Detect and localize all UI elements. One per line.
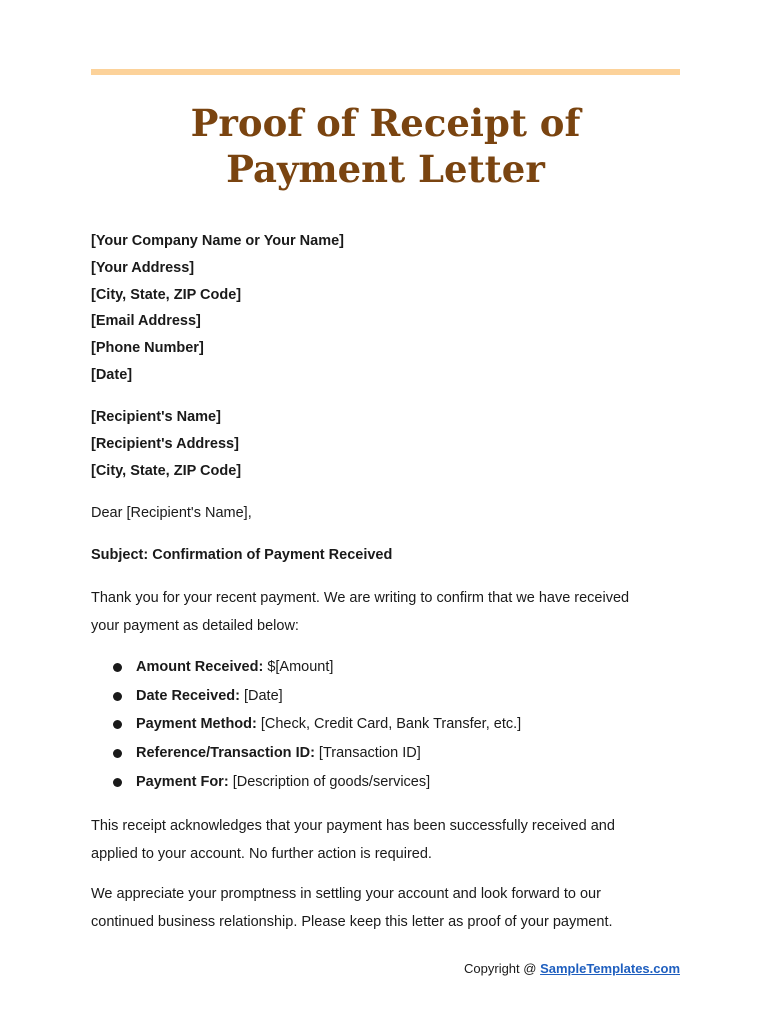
salutation: Dear [Recipient's Name],: [91, 505, 252, 521]
list-item: [91, 710, 691, 739]
detail-label: Payment For:: [136, 773, 229, 790]
top-accent-bar: [91, 69, 680, 75]
sender-address: [Your Address]: [91, 259, 195, 276]
page-title: [91, 100, 680, 192]
detail-value: $[Amount]: [263, 659, 334, 675]
acknowledgement-paragraph: [91, 813, 691, 868]
detail-label: Amount Received:: [136, 659, 264, 675]
title-line-2: Payment Letter: [226, 147, 545, 191]
recipient-name: [Recipient's Name]: [91, 409, 221, 425]
recipient-address-block: [91, 404, 691, 484]
copyright-footer: [464, 959, 680, 979]
sender-name: [Your Company Name or Your Name]: [91, 233, 344, 249]
bullet-icon: [113, 720, 122, 729]
list-item: [91, 768, 691, 797]
bullet-icon: [113, 692, 122, 701]
bullet-icon: [113, 778, 122, 787]
recipient-city-state-zip: [City, State, ZIP Code]: [91, 462, 242, 479]
letter-date: [Date]: [91, 366, 133, 383]
intro-line-1: Thank you for your recent payment. We are writing to confirm that we have received: [91, 590, 630, 606]
copyright-prefix: Copyright @: [464, 961, 541, 976]
acknowledgement-line-1: This receipt acknowledges that your payment has been successfully received and: [91, 818, 615, 834]
acknowledgement-line-2: applied to your account. No further action is required.: [91, 845, 432, 862]
recipient-address: [Recipient's Address]: [91, 435, 239, 452]
title-line-1: Proof of Receipt of: [190, 101, 581, 145]
closing-line-2: continued business relationship. Please keep this letter as proof of your payment.: [91, 913, 613, 930]
list-item: [91, 739, 691, 768]
sender-city-state-zip: [City, State, ZIP Code]: [91, 286, 242, 303]
bullet-icon: [113, 749, 122, 758]
intro-line-2: your payment as detailed below:: [91, 617, 299, 634]
detail-label: Date Received:: [136, 687, 240, 704]
intro-paragraph: [91, 585, 691, 640]
detail-label: Payment Method:: [136, 716, 257, 733]
detail-value: [Description of goods/services]: [228, 773, 431, 790]
list-item: [91, 653, 691, 682]
sampletemplates-link[interactable]: SampleTemplates.com: [540, 961, 680, 976]
list-item: [91, 682, 691, 711]
subject-line: Subject: Confirmation of Payment Received: [91, 547, 393, 563]
closing-paragraph: [91, 881, 691, 936]
sender-email: [Email Address]: [91, 313, 201, 330]
detail-value: [Date]: [239, 687, 283, 704]
detail-value: [Check, Credit Card, Bank Transfer, etc.]: [256, 716, 522, 733]
bullet-icon: [113, 663, 122, 672]
payment-details-list: [91, 653, 691, 796]
closing-line-1: We appreciate your promptness in settling your account and look forward to our: [91, 886, 601, 902]
sender-address-block: [91, 228, 691, 389]
detail-value: [Transaction ID]: [314, 745, 421, 762]
detail-label: Reference/Transaction ID:: [136, 745, 315, 762]
sender-phone: [Phone Number]: [91, 340, 204, 357]
